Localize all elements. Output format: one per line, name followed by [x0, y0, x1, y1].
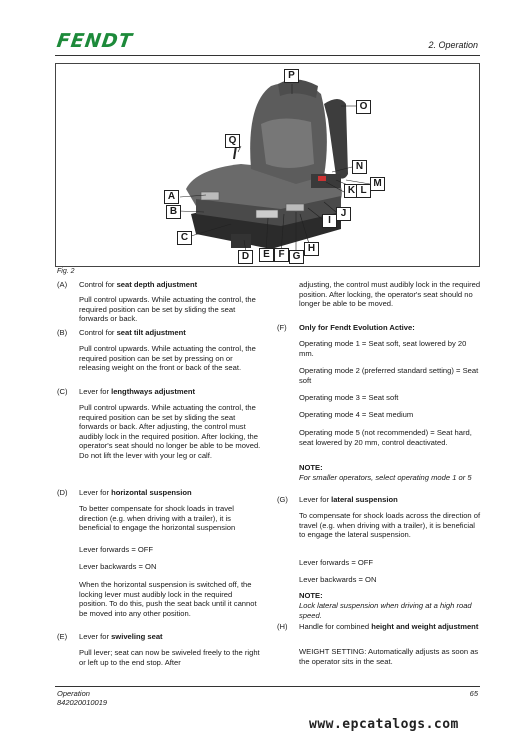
item-g-lever-backwards: Lever backwards = ON	[299, 575, 377, 584]
seat-illustration	[56, 64, 479, 266]
item-a-letter: (A)	[57, 280, 68, 289]
callout-l: L	[356, 184, 371, 198]
callout-h: H	[304, 242, 319, 256]
item-g-letter: (G)	[277, 495, 288, 504]
item-b-letter: (B)	[57, 328, 68, 337]
callout-m: M	[370, 177, 385, 191]
item-f-letter: (F)	[277, 323, 287, 332]
item-c-text: Pull control upwards. While actuating the control, the required position can be set by sliding the seat forwards or back. After adjusting, the control must audibly lock in the required position. After locking, the operator's seat should no longer be able to be moved. Do not lift the lever with your leg or calf.	[79, 403, 261, 460]
item-d-title: Lever for horizontal suspension	[79, 488, 192, 497]
callout-g: G	[289, 250, 304, 264]
callout-k: K	[344, 184, 359, 198]
callout-j: J	[336, 207, 351, 221]
item-h-text: WEIGHT SETTING: Automatically adjusts as soon as the operator sits in the seat.	[299, 647, 479, 666]
item-d-lever-backwards: Lever backwards = ON	[79, 562, 157, 571]
callout-c: C	[177, 231, 192, 245]
footer-doc-number: 842020010019	[57, 698, 108, 707]
item-g-text: To compensate for shock loads across the direction of travel (e.g. when driving with a trailer), it is beneficial to engage the lateral suspension.	[299, 511, 481, 540]
item-e-continuation: adjusting, the control must audibly lock in the required position. After locking, the operator's seat should no longer be able to be moved.	[299, 280, 481, 309]
callout-e: E	[259, 248, 274, 262]
watermark-url: www.epcatalogs.com	[309, 717, 459, 732]
item-b-title: Control for seat tilt adjustment	[79, 328, 186, 337]
item-h-title: Handle for combined height and weight adjustment	[299, 622, 479, 631]
callout-f: F	[274, 248, 289, 262]
callout-o: O	[356, 100, 371, 114]
item-b-text: Pull control upwards. While actuating the control, the required position can be set by pressing on or releasing weight on the front or back of the seat.	[79, 344, 256, 373]
callout-d: D	[238, 250, 253, 264]
item-a-title: Control for seat depth adjustment	[79, 280, 198, 289]
seat-figure	[55, 63, 480, 267]
item-g-lever-forwards: Lever forwards = OFF	[299, 558, 374, 567]
callout-b: B	[166, 205, 181, 219]
item-f-title: Only for Fendt Evolution Active:	[299, 323, 415, 332]
item-g-title: Lever for lateral suspension	[299, 495, 398, 504]
callout-p: P	[284, 69, 299, 83]
item-h-letter: (H)	[277, 622, 288, 631]
footer-chapter: Operation	[57, 689, 90, 698]
page-number: 65	[469, 689, 478, 698]
callout-q: Q	[225, 134, 240, 148]
item-f-note-title: NOTE:	[299, 463, 323, 472]
item-a-text: Pull control upwards. While actuating the control, the required position can be set by sliding the seat forwards or back.	[79, 295, 256, 324]
item-e-text: Pull lever; seat can now be swiveled freely to the right or left up to the end stop. After	[79, 648, 260, 667]
header-rule	[55, 55, 480, 56]
operating-mode-4: Operating mode 4 = Seat medium	[299, 410, 414, 419]
operating-mode-3: Operating mode 3 = Seat soft	[299, 393, 399, 402]
item-c-title: Lever for lengthways adjustment	[79, 387, 196, 396]
item-d-note: When the horizontal suspension is switched off, the locking lever must audibly lock in the required position. To do this, push the seat back until it cannot be moved into any other position.	[79, 580, 257, 618]
operating-mode-2: Operating mode 2 (preferred standard setting) = Seat soft	[299, 366, 479, 385]
callout-i: I	[322, 214, 337, 228]
right-column	[277, 280, 482, 680]
brand-logo: FENDT	[55, 30, 135, 52]
section-title: 2. Operation	[428, 40, 478, 50]
item-d-text: To better compensate for shock loads in travel direction (e.g. when driving with a trailer), it is beneficial to engage the horizontal suspension	[79, 504, 236, 533]
item-e-letter: (E)	[57, 632, 68, 641]
callout-n: N	[352, 160, 367, 174]
item-f-note-body: For smaller operators, select operating mode 1 or 5	[299, 473, 472, 482]
operating-mode-5: Operating mode 5 (not recommended) = Seat hard, seat lowered by 20 mm, control deactivated.	[299, 428, 472, 447]
item-d-letter: (D)	[57, 488, 68, 497]
left-column	[57, 280, 262, 680]
figure-caption: Fig. 2	[57, 268, 75, 275]
item-g-note-title: NOTE:	[299, 591, 323, 600]
item-e-title: Lever for swiveling seat	[79, 632, 163, 641]
item-g-note-body: Lock lateral suspension when driving at a high road speed.	[299, 601, 472, 620]
operating-mode-1: Operating mode 1 = Seat soft, seat lowered by 20 mm.	[299, 339, 467, 358]
item-d-lever-forwards: Lever forwards = OFF	[79, 545, 154, 554]
footer-rule	[55, 686, 480, 687]
callout-a: A	[164, 190, 179, 204]
item-c-letter: (C)	[57, 387, 68, 396]
footer-left	[57, 689, 107, 707]
